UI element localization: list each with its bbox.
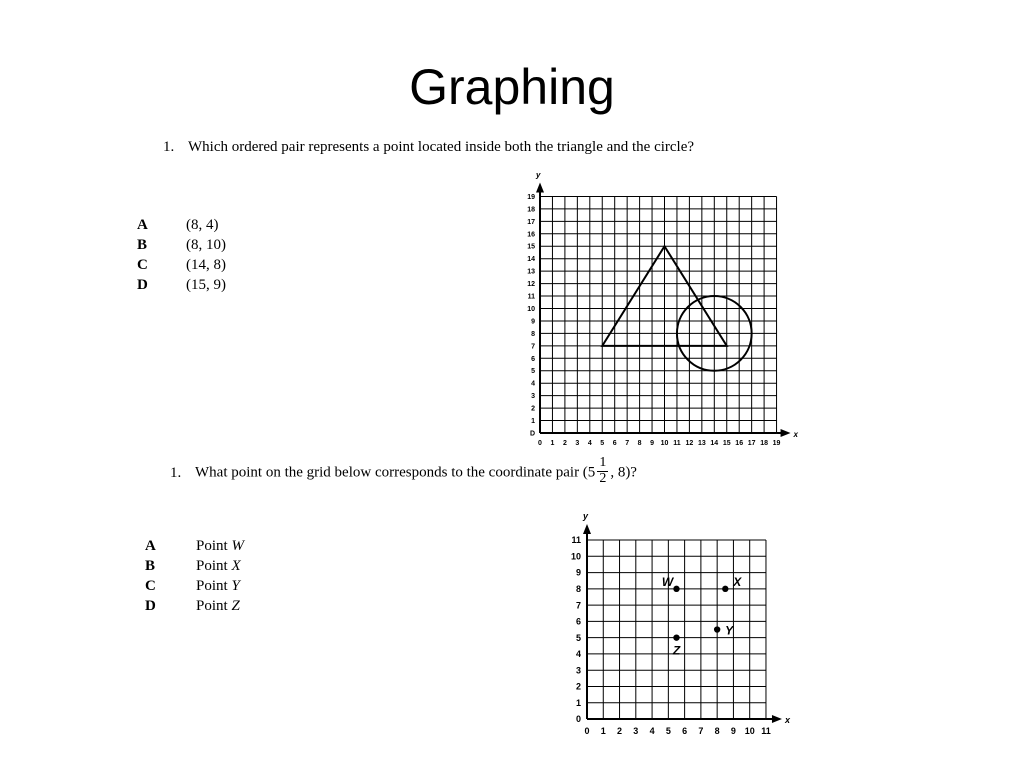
x-tick-label: 8	[637, 440, 642, 447]
fraction-denominator: 2	[599, 470, 607, 486]
choice-word: Point	[196, 598, 228, 614]
y-tick-label: D	[529, 430, 535, 438]
y-tick-label: 6	[531, 355, 535, 363]
point-label-z: Z	[672, 643, 681, 658]
question-1-text: Which ordered pair represents a point located inside both the triangle and the circle?	[188, 139, 695, 155]
x-tick-label: 16	[735, 440, 744, 447]
y-axis-arrow-icon	[583, 524, 591, 534]
y-tick-label: 8	[531, 330, 535, 338]
x-tick-label: 3	[575, 440, 580, 447]
y-tick-label: 2	[531, 405, 535, 413]
y-tick-label: 5	[531, 368, 535, 376]
question-1-number: 1.	[163, 139, 175, 155]
y-tick-label: 13	[527, 268, 535, 276]
x-tick-label: 8	[714, 726, 720, 736]
x-tick-label: 13	[697, 440, 706, 447]
choice-letter: C	[145, 578, 156, 594]
x-tick-label: 9	[730, 726, 736, 736]
x-tick-label: 10	[660, 440, 669, 447]
x-tick-label: 6	[682, 726, 688, 736]
fraction-numerator: 1	[599, 455, 607, 470]
y-axis-label: y	[583, 511, 589, 522]
x-tick-label: 2	[617, 726, 623, 736]
x-tick-label: 1	[600, 726, 606, 736]
x-tick-label: 18	[760, 440, 768, 447]
choice-point-name: X	[231, 558, 241, 574]
point-label-y: Y	[725, 623, 734, 638]
choice-value: (14, 8)	[186, 257, 226, 273]
x-axis-label: x	[793, 430, 799, 439]
point-label-x: X	[733, 574, 742, 589]
y-tick-label: 18	[527, 206, 535, 214]
y-tick-label: 4	[575, 649, 581, 660]
x-tick-label: 5	[600, 440, 605, 447]
choice-letter: B	[145, 558, 156, 574]
question-2-number: 1.	[170, 464, 182, 481]
y-tick-label: 0	[575, 714, 581, 725]
y-tick-label: 9	[575, 567, 581, 578]
y-tick-label: 11	[527, 293, 535, 301]
point-label-w: W	[661, 574, 674, 589]
y-tick-label: 7	[531, 343, 535, 351]
x-tick-label: 3	[633, 726, 639, 736]
x-tick-label: 4	[587, 440, 592, 447]
choice-point-name: Y	[231, 578, 240, 594]
choice-letter: B	[137, 237, 148, 253]
y-axis-label: y	[536, 170, 541, 180]
x-axis-arrow-icon	[772, 715, 782, 723]
x-tick-label: 17	[747, 440, 756, 447]
y-tick-label: 1	[575, 697, 581, 708]
y-tick-label: 11	[571, 535, 581, 546]
y-tick-label: 15	[527, 243, 535, 251]
x-tick-label: 14	[710, 440, 719, 447]
x-tick-label: 15	[722, 440, 731, 447]
point-x	[722, 586, 728, 592]
y-tick-label: 19	[527, 193, 535, 201]
y-tick-label: 2	[575, 681, 581, 692]
x-tick-label: 5	[665, 726, 671, 736]
choice-point-name: Z	[231, 598, 240, 614]
x-tick-label: 12	[685, 440, 694, 447]
x-tick-label: 10	[744, 726, 755, 736]
y-tick-label: 4	[531, 380, 535, 388]
y-tick-label: 3	[531, 393, 535, 401]
y-tick-label: 8	[575, 583, 581, 594]
y-tick-label: 6	[575, 616, 581, 627]
y-tick-label: 9	[531, 318, 535, 326]
x-tick-label: 11	[761, 726, 771, 736]
x-tick-label: 0	[538, 440, 542, 447]
x-tick-label: 4	[649, 726, 655, 736]
y-tick-label: 7	[575, 600, 581, 611]
y-tick-label: 5	[575, 632, 581, 643]
choice-value: (8, 10)	[186, 237, 226, 253]
y-tick-label: 1	[531, 418, 535, 425]
choice-word: Point	[196, 538, 228, 554]
y-tick-label: 10	[527, 305, 535, 313]
x-tick-label: 1	[550, 440, 555, 447]
x-tick-label: 9	[650, 440, 655, 447]
x-tick-label: 7	[698, 726, 704, 736]
x-tick-label: 7	[625, 440, 630, 447]
point-y	[714, 626, 720, 632]
point-w	[673, 586, 679, 592]
y-tick-label: 10	[570, 551, 581, 562]
choice-word: Point	[196, 558, 228, 574]
choice-letter: D	[137, 277, 148, 293]
choice-letter: A	[137, 217, 148, 233]
y-tick-label: 16	[527, 231, 535, 239]
x-axis-label: x	[784, 715, 790, 725]
y-tick-label: 3	[575, 665, 581, 676]
choice-letter: C	[137, 257, 148, 273]
point-z	[673, 634, 679, 640]
slide-title: Graphing	[409, 59, 615, 115]
y-tick-label: 12	[527, 281, 535, 289]
question-2-text: What point on the grid below corresponds to the coordinate pair (5	[195, 464, 596, 481]
x-tick-label: 19	[772, 440, 781, 447]
choice-value: (15, 9)	[186, 277, 226, 293]
choice-value: (8, 4)	[186, 217, 219, 233]
y-tick-label: 17	[527, 218, 535, 226]
choice-letter: A	[145, 538, 156, 554]
x-tick-label: 0	[584, 726, 590, 736]
choice-point-name: W	[231, 538, 244, 554]
choice-word: Point	[196, 578, 228, 594]
choice-letter: D	[145, 598, 156, 614]
question-2-text-end: , 8)?	[610, 464, 637, 481]
y-tick-label: 14	[527, 256, 535, 264]
x-tick-label: 11	[673, 440, 681, 447]
x-tick-label: 6	[612, 440, 617, 447]
x-tick-label: 2	[562, 440, 567, 447]
